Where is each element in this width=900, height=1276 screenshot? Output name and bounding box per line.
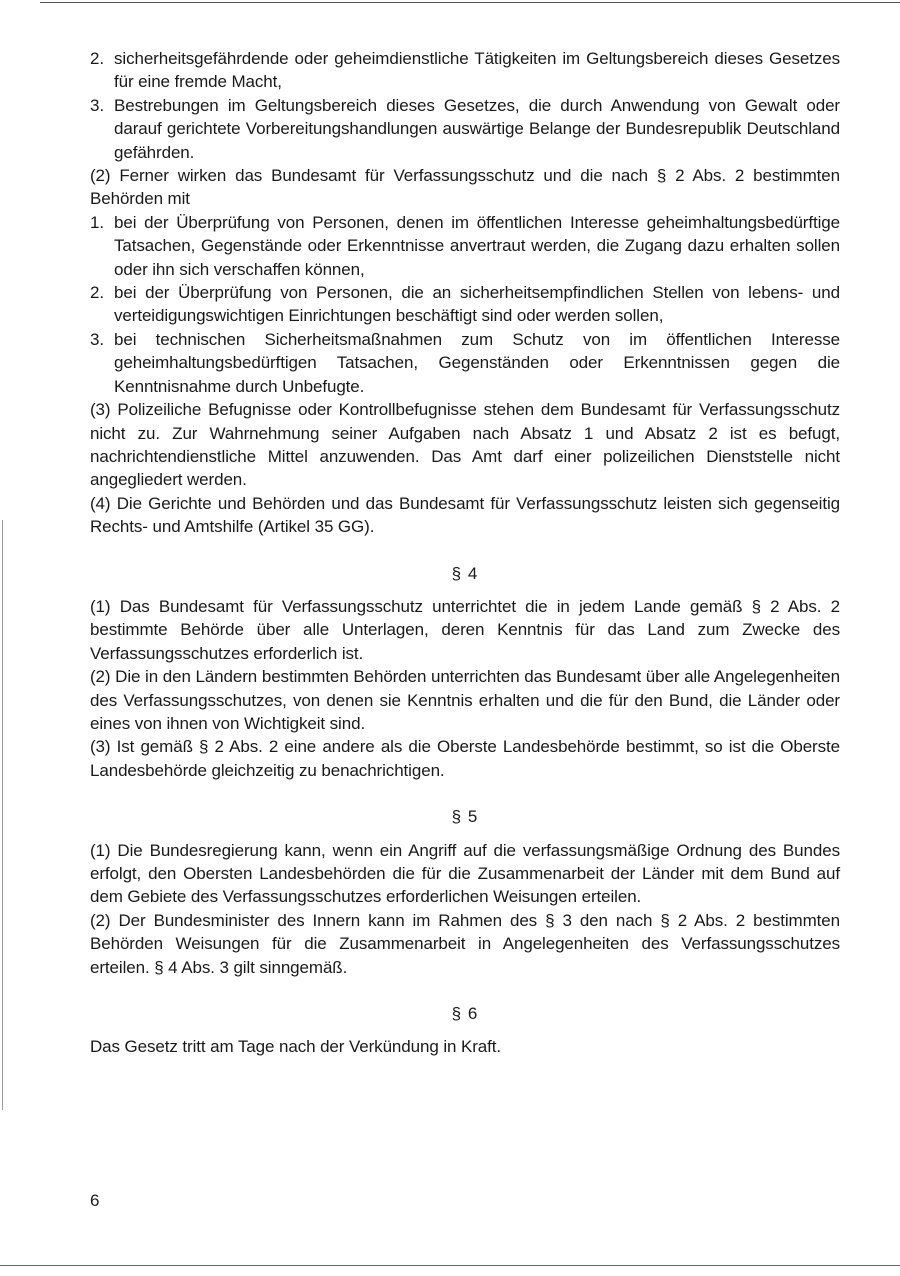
paragraph: (2) Der Bundesminister des Innern kann im Rahmen des § 3 den nach § 2 Abs. 2 bestimmten Behörden Weisungen für die Zusammenarbeit in Angelegenheiten des Verfassungsschutzes erteilen. § 4 Abs. 3 gilt sinngemäß. [90, 910, 840, 977]
section-heading: § 5 [451, 807, 479, 827]
paragraph: (3) Polizeiliche Befugnisse oder Kontrollbefugnisse stehen dem Bundesamt für Verfassungsschutz nicht zu. Zur Wahrnehmung seiner Aufgaben nach Absatz 1 und Absatz 2 ist es befugt, nachrichtendienstliche Mittel anzuwenden. Das Amt darf einer polizeilichen Dienststelle nicht angegliedert werden. [90, 400, 840, 490]
list-item [90, 211, 840, 281]
list-item [90, 47, 840, 94]
list-text: bei der Überprüfung von Personen, die an sicherheitsempfindlichen Stellen von lebens- und verteidigungswichtigen Einrichtungen beschäftigt sind oder werden sollen, [114, 283, 840, 326]
list-number: 3. [90, 95, 104, 115]
list-text: bei technischen Sicherheitsmaßnahmen zum Schutz von im öffentlichen Interesse geheimhaltungsbedürftigen Tatsachen, Gegenständen oder Erkenntnissen gegen die Kenntnisnahme durch Unbefugte. [114, 329, 840, 396]
list-text: sicherheitsgefährdende oder geheimdienstliche Tätigkeiten im Geltungsbereich dieses Gesetzes für eine fremde Macht, [114, 49, 840, 92]
list-item [90, 94, 840, 164]
paragraph: (2) Die in den Ländern bestimmten Behörden unterrichten das Bundesamt über alle Angelegenheiten des Verfassungsschutzes, von denen sie Kenntnis erhalten und die für den Bund, die Länder oder eines von ihnen von Wichtigkeit sind. [90, 667, 840, 733]
list-number: 3. [90, 329, 104, 349]
paragraph: Das Gesetz tritt am Tage nach der Verkündung in Kraft. [90, 1037, 502, 1057]
document-body [90, 47, 840, 1059]
list-text: bei der Überprüfung von Personen, denen im öffentlichen Interesse geheimhaltungsbedürftige Tatsachen, Gegenstände oder Erkenntnisse anvertraut werden, die Zugang dazu erhalten sollen oder ihn sich verschaffen können, [114, 212, 840, 279]
list-number: 1. [90, 212, 104, 232]
scan-edge-top [40, 2, 900, 3]
scan-edge-left [2, 520, 3, 1110]
section-heading: § 6 [451, 1004, 479, 1024]
list-item [90, 328, 840, 398]
page-number: 6 [90, 1191, 100, 1210]
scan-edge-bottom [0, 1265, 900, 1266]
list-number: 2. [90, 283, 104, 303]
paragraph: (2) Ferner wirken das Bundesamt für Verfassungsschutz und die nach § 2 Abs. 2 bestimmten Behörden mit [90, 166, 840, 209]
list-text: Bestrebungen im Geltungsbereich dieses Gesetzes, die durch Anwendung von Gewalt oder darauf gerichtete Vorbereitungshandlungen auswärtige Belange der Bundesrepublik Deutschland gefährden. [114, 95, 840, 162]
paragraph: (4) Die Gerichte und Behörden und das Bundesamt für Verfassungsschutz leisten sich gegenseitig Rechts- und Amtshilfe (Artikel 35 GG). [90, 493, 840, 537]
section-heading: § 4 [451, 563, 479, 583]
list-number: 2. [90, 49, 104, 68]
paragraph: (3) Ist gemäß § 2 Abs. 2 eine andere als die Oberste Landesbehörde bestimmt, so ist die Oberste Landesbehörde gleichzeitig zu benachrichtigen. [90, 737, 840, 780]
paragraph: (1) Die Bundesregierung kann, wenn ein Angriff auf die verfassungsmäßige Ordnung des Bundes erfolgt, den Obersten Landesbehörden die für die Zusammenarbeit der Länder mit dem Bund auf dem Gebiete des Verfassungsschutzes erforderlichen Weisungen erteilen. [90, 840, 840, 907]
paragraph: (1) Das Bundesamt für Verfassungsschutz unterrichtet die in jedem Lande gemäß § 2 Abs. 2 bestimmte Behörde über alle Unterlagen, deren Kenntnis für das Land zum Zwecke des Verfassungsschutzes erforderlich ist. [90, 596, 840, 663]
list-item [90, 281, 840, 328]
